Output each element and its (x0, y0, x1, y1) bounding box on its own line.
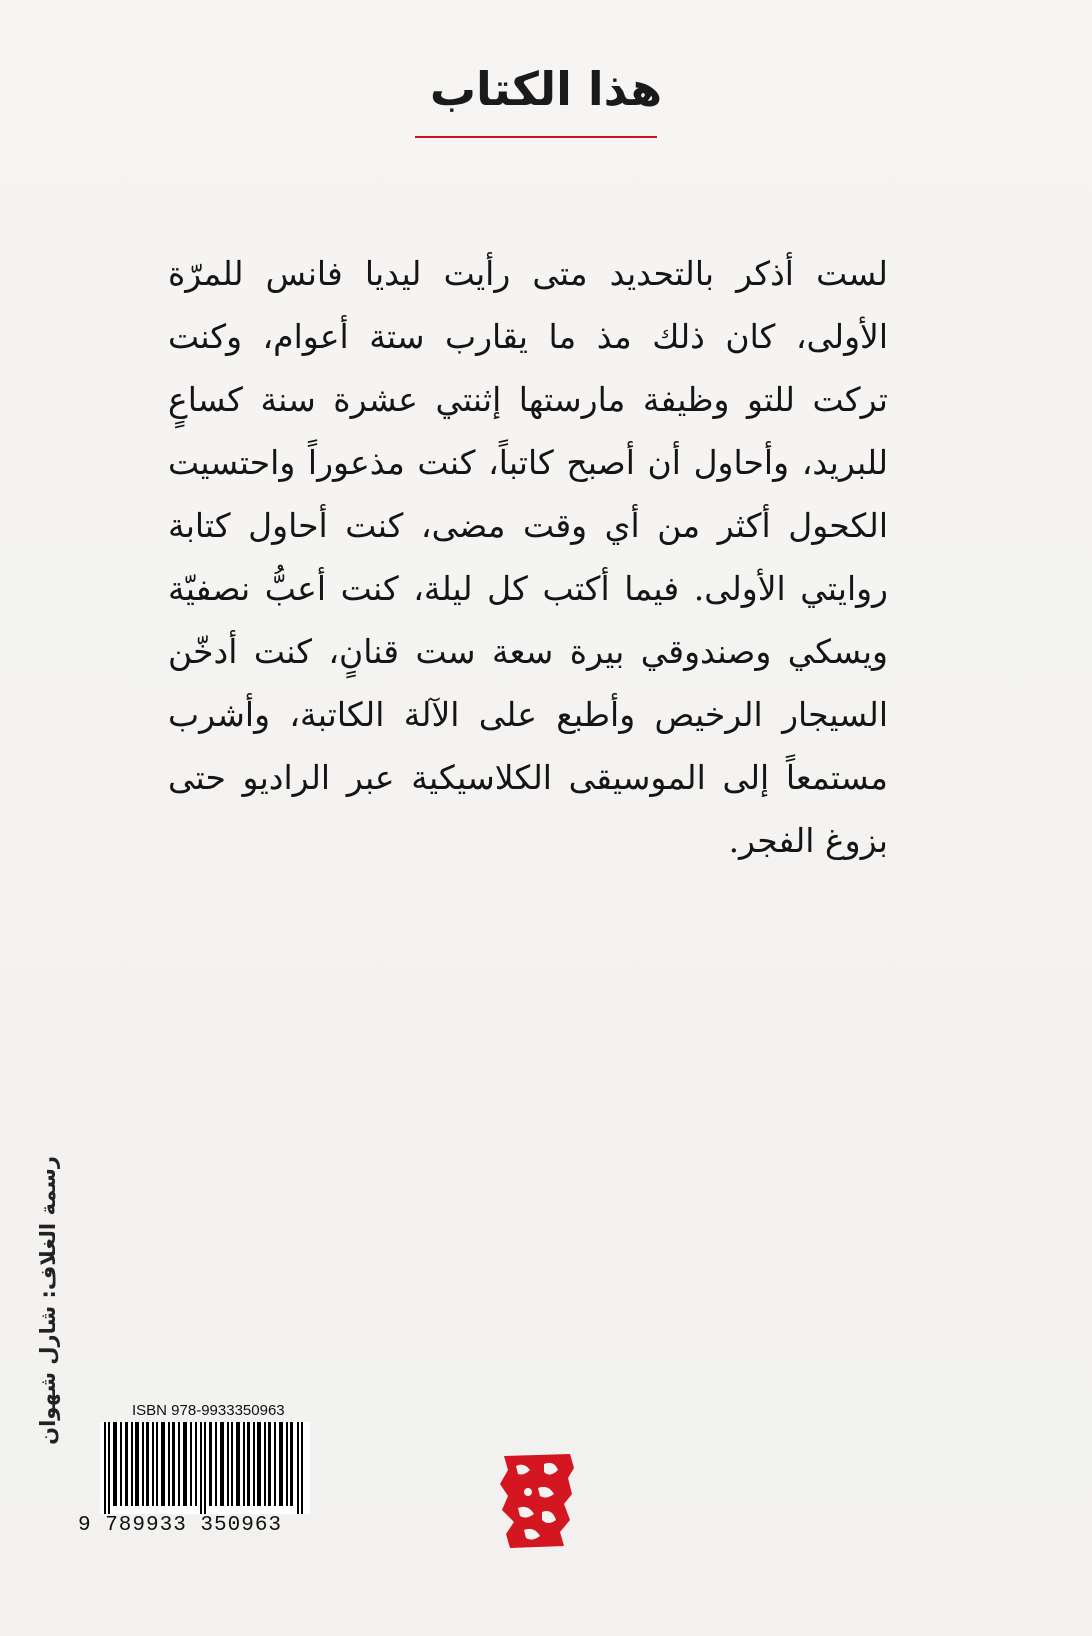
blurb-paragraph: لست أذكر بالتحديد متى رأيت ليديا فانس للمرّة الأولى، كان ذلك مذ ما يقارب ستة أعوام، وكنت تركت للتو وظيفة مارستها إثنتي عشرة سنة كساعٍ للبريد، وأحاول أن أصبح كاتباً، كنت مذعوراً واحتسيت الكحول أكثر من أي وقت مضى، كنت أحاول كتابة روايتي الأولى. فيما أكتب كل ليلة، كنت أعبُّ نصفيّة ويسكي وصندوقي بيرة سعة ست قنانٍ، كنت أدخّن السيجار الرخيص وأطبع على الآلة الكاتبة، وأشرب مستمعاً إلى الموسيقى الكلاسيكية عبر الراديو حتى بزوغ الفجر. (168, 254, 888, 860)
title-underline (415, 136, 657, 138)
publisher-logo-icon (494, 1448, 580, 1552)
isbn-label: ISBN 978-9933350963 (132, 1402, 285, 1419)
page-title: هذا الكتاب (429, 62, 663, 116)
barcode-digits: 9 789933 350963 (78, 1514, 283, 1537)
cover-art-credit: رسمة الغلاف: شارل شهوان (36, 1156, 60, 1445)
barcode-icon (100, 1422, 310, 1514)
